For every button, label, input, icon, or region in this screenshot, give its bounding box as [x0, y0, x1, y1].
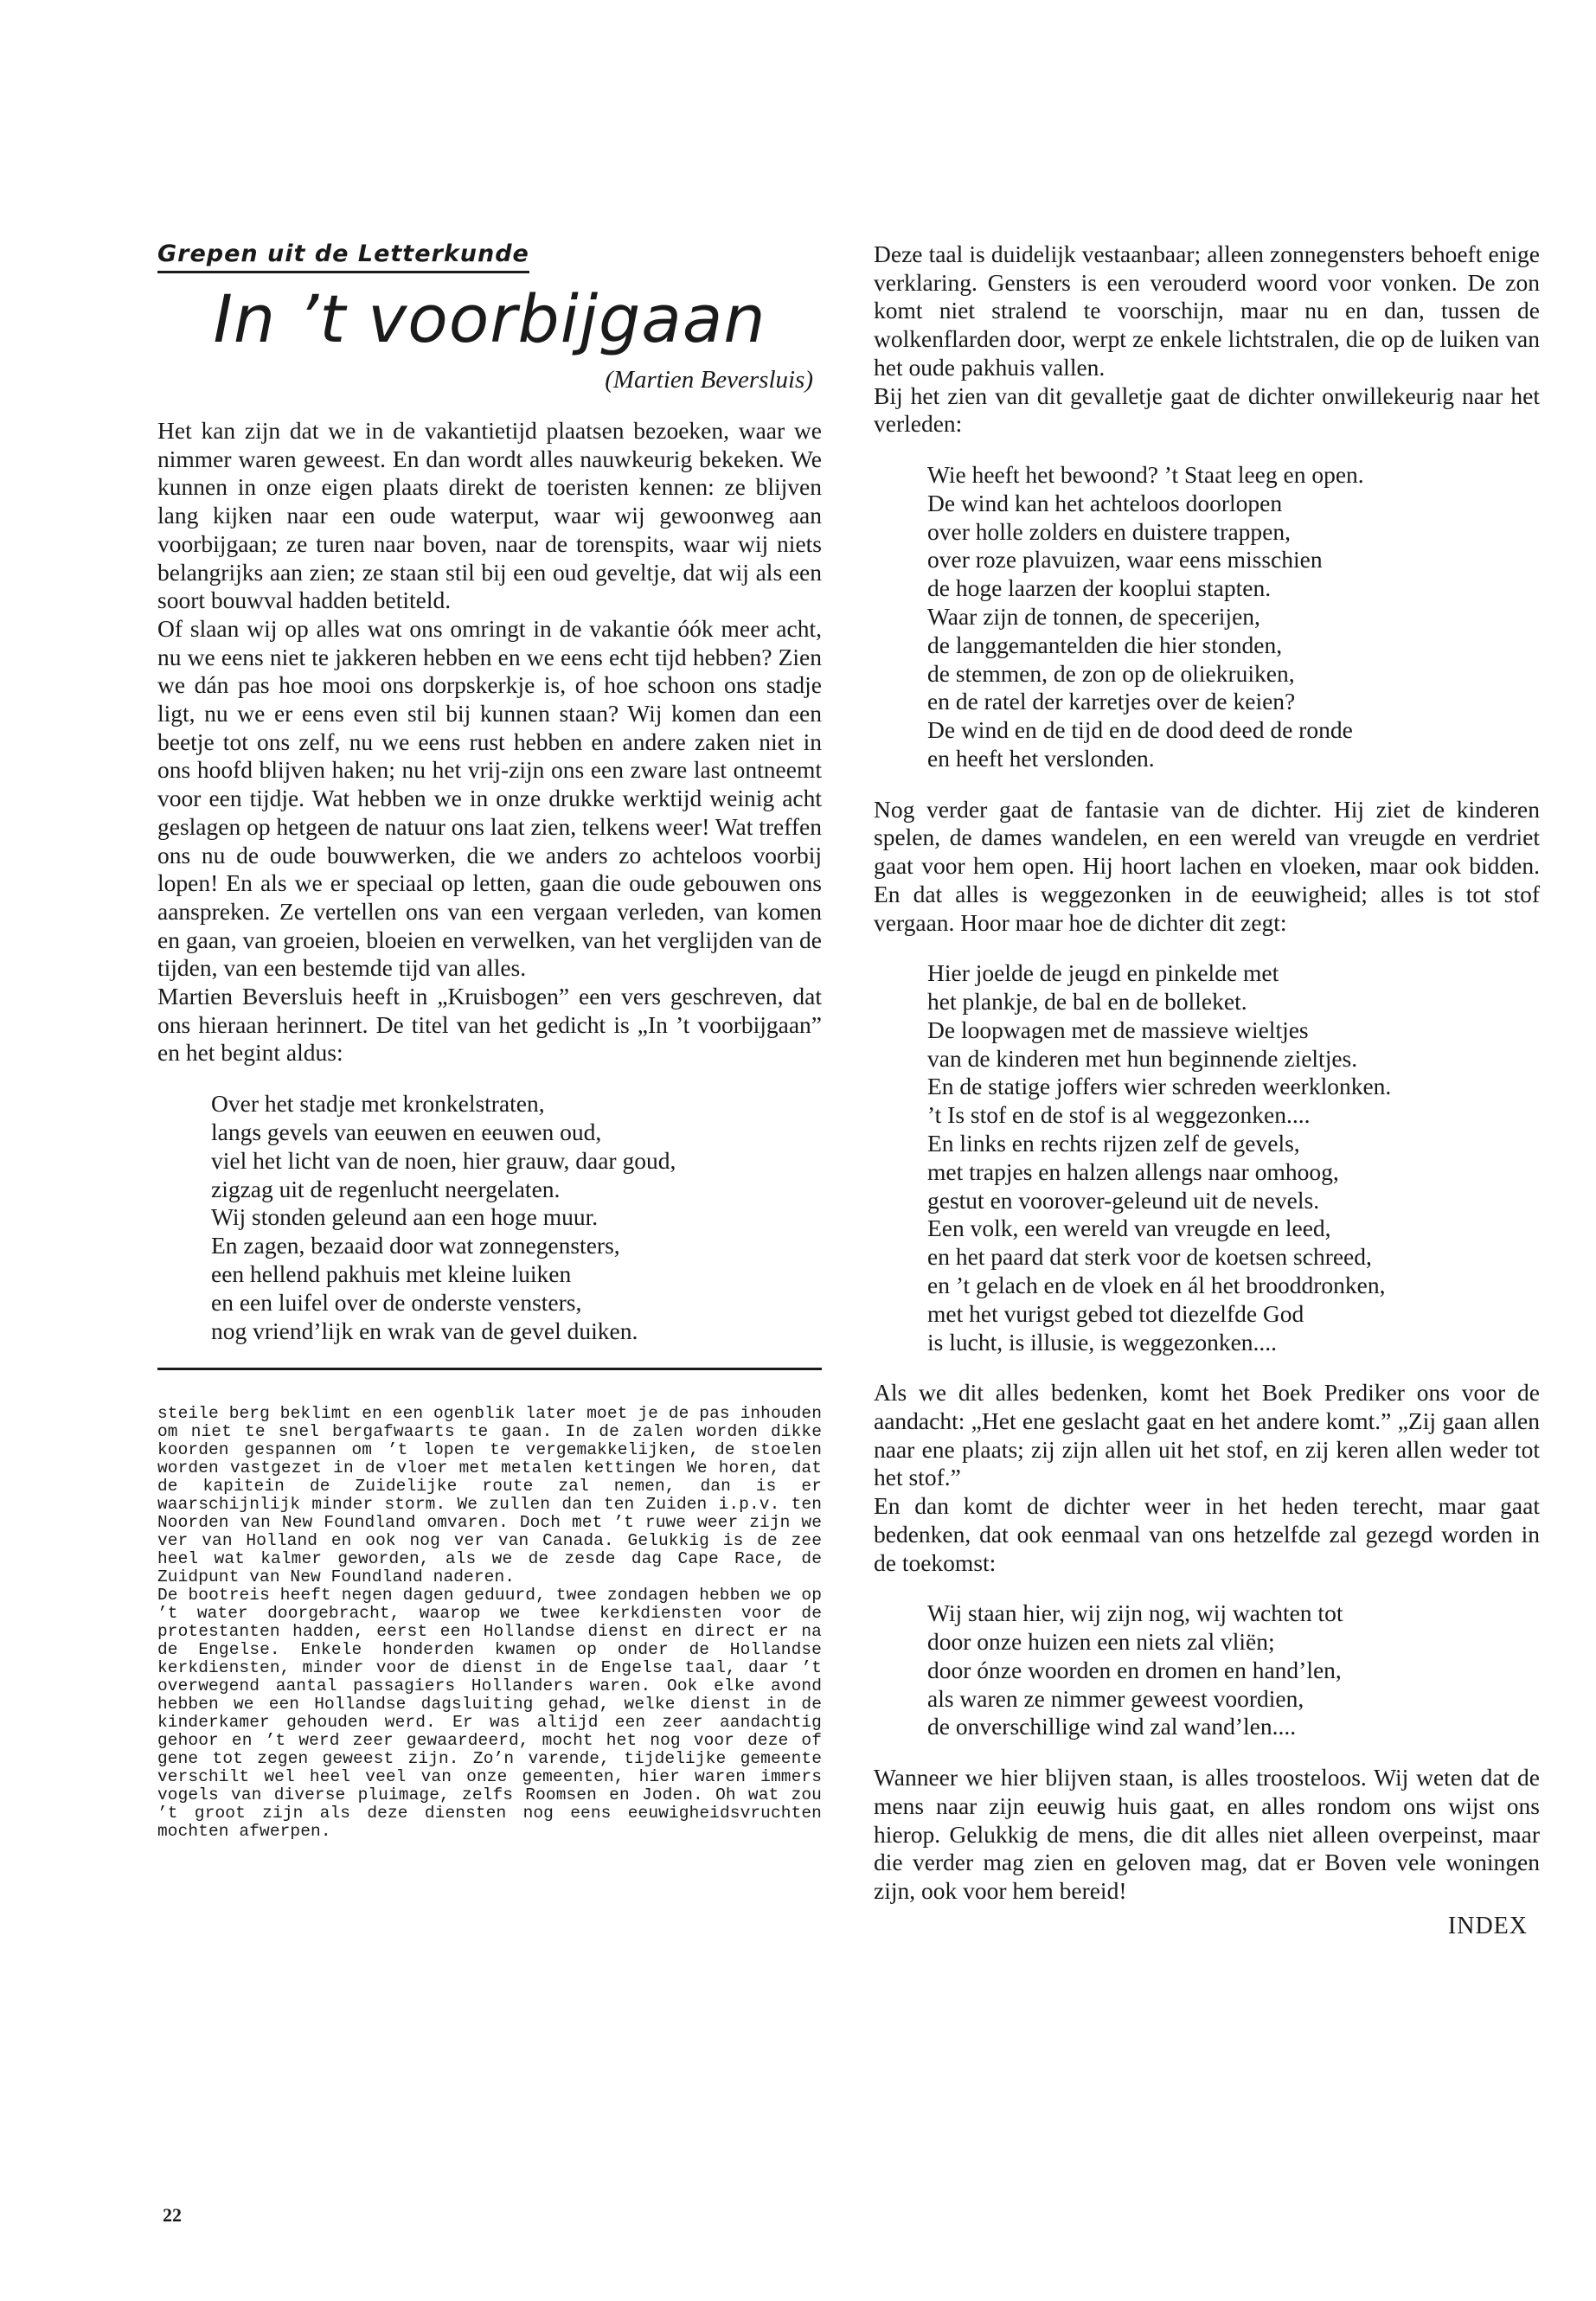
- poem-line: de onverschillige wind zal wand’len....: [927, 1713, 1297, 1740]
- explanation-paragraph: Deze taal is duidelijk vestaanbaar; alleen zonnegensters behoeft enige verklaring. Gensters is een verouderd woord voor vonken. De zon komt niet stralend te voorschijn, maar nu en dan, tussen de wolkenflarden door, werpt ze enkele lichtstralen, die op de luiken van het oude pakhuis vallen.: [874, 240, 1540, 381]
- poem-line: door onze huizen een niets zal vliën;: [927, 1628, 1275, 1656]
- poem-line: En zagen, bezaaid door wat zonnegensters,: [211, 1232, 620, 1259]
- continued-article-paragraph-2: De bootreis heeft negen dagen geduurd, twee zondagen hebben we op ’t water doorgebracht, waarop we twee kerkdiensten voor de protestanten hadden, eerst een Hollandse dienst en direct er na de Engelse. Enkele honderden kwamen op onder de Hollandse kerkdiensten, minder voor de dienst in de Engelse taal, daar ’t overwegend aantal passagiers Hollanders waren. Ook elke avond hebben we een Hollandse dagsluiting gehad, welke dienst in de kinderkamer gehouden werd. Er was altijd een zeer aandachtig gehoor en ’t werd zeer gewaardeerd, mocht het nog voor deze of gene tot zegen geweest zijn. Zo’n varende, tijdelijke gemeente verschilt wel heel veel van onze gemeenten, hier waren immers vogels van diverse pluimage, zelfs Roomsen en Joden. Oh wat zou ’t groot zijn als deze diensten nog eens eeuwigheidsvruchten mochten afwerpen.: [157, 1586, 822, 1842]
- poem-line: gestut en voorover-geleund uit de nevels.: [927, 1186, 1320, 1214]
- poem-stanza-2: [927, 461, 1540, 773]
- poem-stanza-1: [211, 1090, 822, 1345]
- intro-paragraph: Het kan zijn dat we in de vakantietijd plaatsen bezoeken, waar we nimmer waren geweest. En dan wordt alles nauwkeurig bekeken. We kunnen in onze eigen plaats direkt de toeristen kennen: ze blijven lang kijken naar een oude waterput, waar wij gewoonweg aan voorbijgaan; ze turen naar boven, naar de torenspits, waar wij niets belangrijks aan zien; ze staan stil bij een oud geveltje, dat wij als een soort bouwval hadden betiteld.: [157, 417, 822, 614]
- page-number: 22: [163, 2204, 182, 2226]
- poem-line: en ’t gelach en de vloek en ál het brooddronken,: [927, 1271, 1386, 1298]
- poem-line: Over het stadje met kronkelstraten,: [211, 1090, 545, 1118]
- poem-line: en heeft het verslonden.: [927, 744, 1155, 772]
- poem-stanza-4: [927, 1599, 1540, 1741]
- poem-line: Waar zijn de tonnen, de specerijen,: [927, 602, 1260, 630]
- right-column: [874, 240, 1540, 1940]
- fantasy-paragraph: Nog verder gaat de fantasie van de dichter. Hij ziet de kinderen spelen, de dames wandelen, en een wereld van vreugde en verdriet gaat voor hem open. Hij hoort lachen en vloeken, maar ook bidden. En dat alles is weggezonken in de eeuwigheid; alles is tot stof vergaan. Hoor maar hoe de dichter dit zegt:: [874, 795, 1540, 936]
- poem-line: nog vriend’lijk en wrak van de gevel duiken.: [211, 1317, 638, 1344]
- closing-paragraph: Wanneer we hier blijven staan, is alles troosteloos. Wij weten dat de mens naar zijn eeuwig huis gaat, en alles rondom ons wijst ons hierop. Gelukkig de mens, die dit alles niet alleen overpeinst, maar die verder mag zien en geloven mag, dat er Boven vele woningen zijn, ook voor hem bereid!: [874, 1764, 1540, 1905]
- poem-line: met trapjes en halzen allengs naar omhoog,: [927, 1157, 1339, 1185]
- poem-line: viel het licht van de noen, hier grauw, daar goud,: [211, 1146, 676, 1174]
- poem-line: van de kinderen met hun beginnende zieltjes.: [927, 1044, 1358, 1072]
- section-label: Grepen uit de Letterkunde: [157, 240, 529, 273]
- poem-line: ’t Is stof en de stof is al weggezonken....: [927, 1101, 1311, 1129]
- poem-line: Wie heeft het bewoond? ’t Staat leeg en open.: [927, 460, 1364, 488]
- poem-line: De wind kan het achteloos doorlopen: [927, 489, 1283, 516]
- poem-line: Wij staan hier, wij zijn nog, wij wachten tot: [927, 1599, 1343, 1627]
- poem-line: over holle zolders en duistere trappen,: [927, 517, 1291, 545]
- poem-stanza-3: [927, 959, 1540, 1356]
- poem-line: zigzag uit de regenlucht neergelaten.: [211, 1175, 561, 1202]
- poem-line: Een volk, een wereld van vreugde en leed,: [927, 1215, 1331, 1242]
- poem-line: met het vurigst gebed tot diezelfde God: [927, 1299, 1304, 1327]
- present-paragraph: En dan komt de dichter weer in het heden terecht, maar gaat bedenken, dat ook eenmaal van ons hetzelfde zal gezegd worden in de toekomst:: [874, 1492, 1540, 1576]
- poem-line: De wind en de tijd en de dood deed de ronde: [927, 716, 1353, 744]
- poem-line: en de ratel der karretjes over de keien?: [927, 688, 1296, 715]
- poem-line: het plankje, de bal en de bolleket.: [927, 988, 1247, 1015]
- section-divider: [157, 1368, 822, 1370]
- article-title: In ’t voorbijgaan: [213, 280, 766, 357]
- continued-article-paragraph-1: steile berg beklimt en een ogenblik later moet je de pas inhouden om niet te snel bergafwaarts te gaan. In de zalen worden dikke koorden gespannen om ’t lopen te vergemakkelijken, de stoelen worden vastgezet in de vloer met metalen kettingen We horen, dat de kapitein de Zuidelijke route zal nemen, dan is er waarschijnlijk minder storm. We zullen dan ten Zuiden i.p.v. ten Noorden van New Foundland omvaren. Doch met ’t ruwe weer zijn we ver van Holland en ook nog ver van Canada. Gelukkig is de zee heel wat kalmer geworden, als we de zesde dag Cape Race, de Zuidpunt van New Foundland naderen.: [157, 1404, 822, 1587]
- poem-line: en het paard dat sterk voor de koetsen schreed,: [927, 1243, 1372, 1271]
- poem-line: de langgemantelden die hier stonden,: [927, 631, 1283, 658]
- poem-line: door ónze woorden en dromen en hand’len,: [927, 1656, 1342, 1683]
- poem-intro-paragraph: Martien Beversluis heeft in „Kruisbogen” een vers geschreven, dat ons hieraan herinnert. De titel van het gedicht is „In ’t voorbijgaan” en het begint aldus:: [157, 983, 822, 1067]
- poem-line: langs gevels van eeuwen en eeuwen oud,: [211, 1118, 602, 1145]
- poem-line: de stemmen, de zon op de oliekruiken,: [927, 659, 1295, 687]
- poem-line: de hoge laarzen der kooplui stapten.: [927, 574, 1272, 602]
- left-column: [157, 240, 822, 1841]
- transition-paragraph: Bij het zien van dit gevalletje gaat de dichter onwillekeurig naar het verleden:: [874, 381, 1540, 438]
- poem-line: als waren ze nimmer geweest voordien,: [927, 1684, 1304, 1712]
- poem-line: En links en rechts rijzen zelf de gevels,: [927, 1129, 1300, 1157]
- poem-line: is lucht, is illusie, is weggezonken....: [927, 1328, 1278, 1356]
- prediker-paragraph: Als we dit alles bedenken, komt het Boek Prediker ons voor de aandacht: „Het ene geslacht gaat en het andere komt.” „Zij gaan allen naar ene plaats; zij zijn allen uit het stof, en zij keren allen weder tot het stof.”: [874, 1379, 1540, 1491]
- author-byline: (Martien Beversluis): [605, 366, 813, 394]
- poem-line: En de statige joffers wier schreden weerklonken.: [927, 1073, 1392, 1100]
- poem-line: een hellend pakhuis met kleine luiken: [211, 1259, 572, 1287]
- poem-line: Hier joelde de jeugd en pinkelde met: [927, 959, 1279, 987]
- poem-line: De loopwagen met de massieve wieltjes: [927, 1016, 1309, 1043]
- poem-line: Wij stonden geleund aan een hoge muur.: [211, 1203, 599, 1231]
- poem-line: over roze plavuizen, waar eens misschien: [927, 546, 1323, 574]
- poem-line: en een luifel over de onderste vensters,: [211, 1288, 582, 1316]
- author-signature: INDEX: [1447, 1912, 1528, 1939]
- vacation-paragraph: Of slaan wij op alles wat ons omringt in de vakantie óók meer acht, nu we eens niet te jakkeren hebben en we eens echt tijd hebben? Zien we dán pas hoe mooi ons dorpskerkje is, of hoe schoon ons stadje ligt, nu we er eens even stil bij kunnen staan? Wij komen dan een beetje tot ons zelf, nu we eens rust hebben en andere zaken niet in ons hoofd blijven haken; nu het vrij-zijn ons een zware last ontneemt voor een tijdje. Wat hebben we in onze drukke werktijd weinig acht geslagen op hetgeen de natuur ons laat zien, telkens weer! Wat treffen ons nu de oude bouwwerken, die we anders zo achteloos voorbij lopen! En als we er speciaal op letten, gaan die oude gebouwen ons aanspreken. Ze vertellen ons van een vergaan verleden, van komen en gaan, van groeien, bloeien en verwelken, van het verglijden van de tijden, van een bestemde tijd van alles.: [157, 614, 822, 982]
